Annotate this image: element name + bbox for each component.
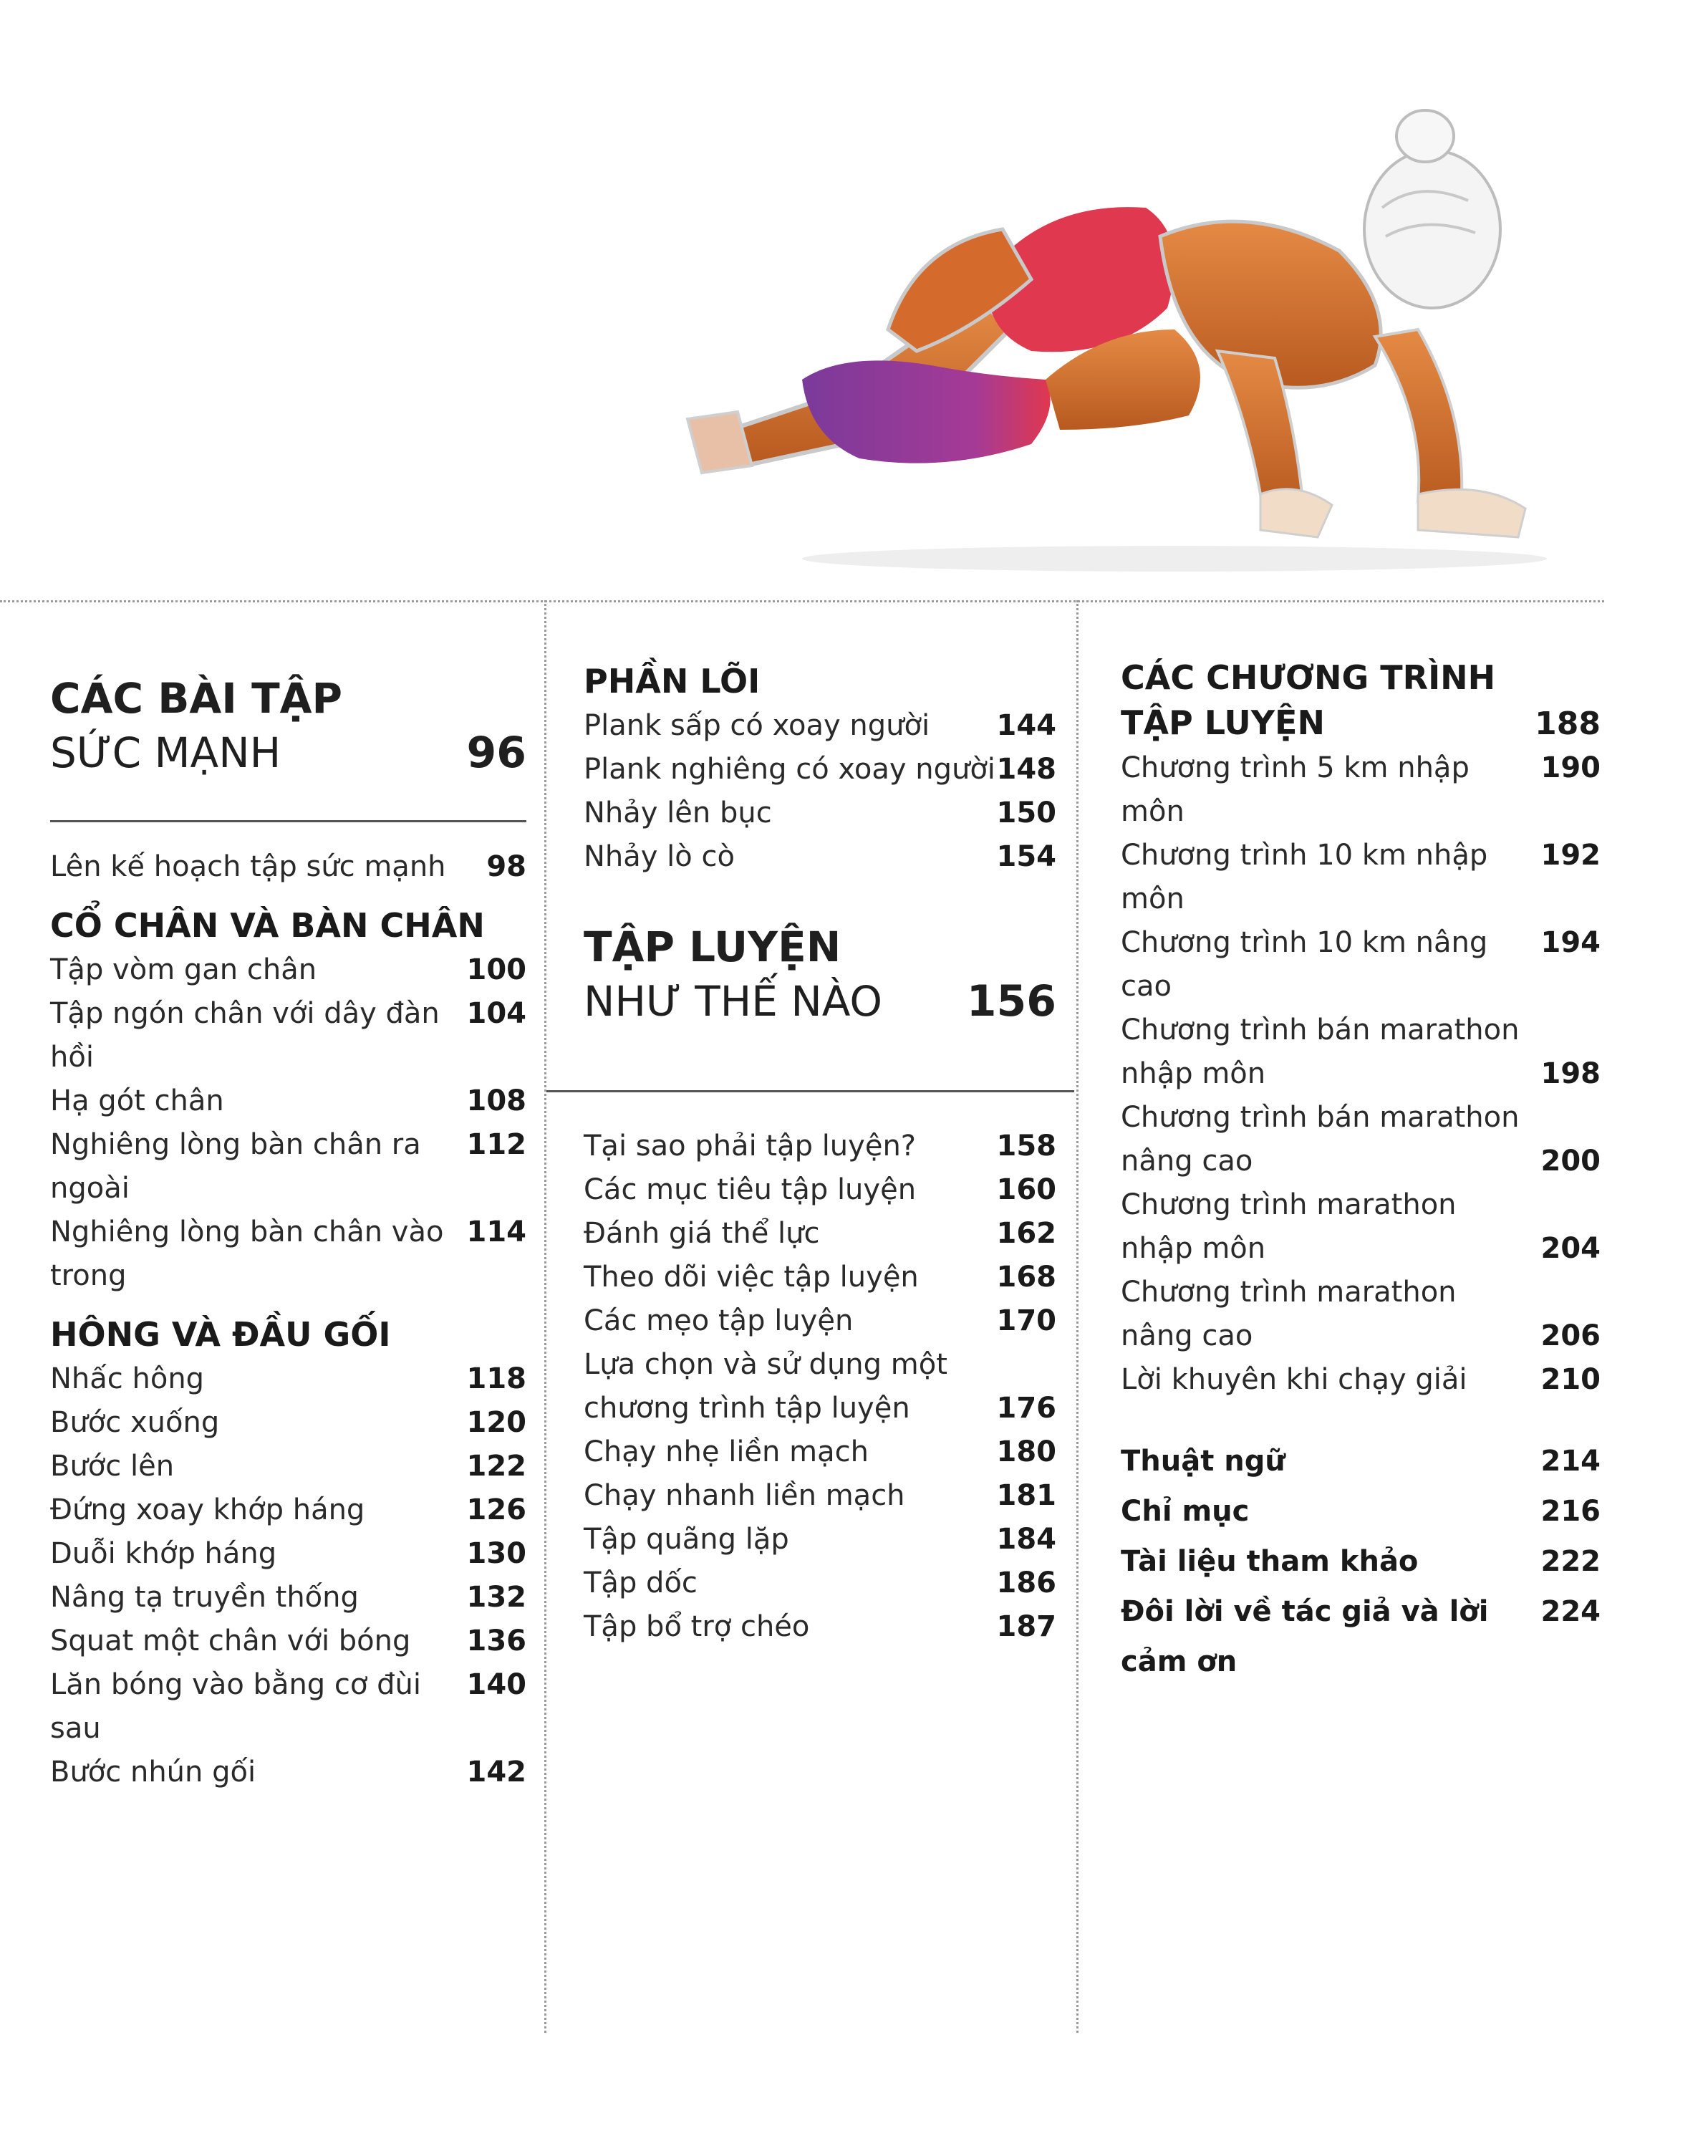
toc-entry-title: Bước lên	[50, 1450, 175, 1483]
toc-entry[interactable]	[584, 748, 1056, 791]
toc-entry-page: 100	[466, 953, 526, 986]
toc-entry-page: 130	[466, 1537, 526, 1570]
toc-entry[interactable]	[1121, 1052, 1601, 1096]
section-page: 156	[966, 976, 1056, 1026]
toc-entry[interactable]	[584, 791, 1056, 835]
toc-entry-page: 170	[996, 1304, 1056, 1337]
toc-entry[interactable]	[50, 1357, 526, 1401]
toc-entry[interactable]	[1121, 1096, 1601, 1140]
toc-entry-page: 186	[996, 1567, 1056, 1599]
toc-entry-title: Nhấc hông	[50, 1362, 205, 1395]
section-title-training-line2	[584, 972, 1056, 1031]
toc-entry-title: Chương trình marathon	[1121, 1276, 1457, 1309]
toc-entry-title: Tập dốc	[584, 1567, 698, 1599]
toc-entry-title: Lăn bóng vào bằng cơ đùi sau	[50, 1668, 421, 1745]
programs-heading-line1: CÁC CHƯƠNG TRÌNH	[1121, 658, 1496, 697]
toc-entry[interactable]	[584, 1605, 1056, 1649]
toc-entry[interactable]	[584, 1430, 1056, 1474]
toc-entry[interactable]	[50, 1576, 526, 1620]
toc-entry[interactable]	[1121, 834, 1601, 921]
toc-entry-page: 204	[1540, 1232, 1601, 1265]
toc-entry-back-matter[interactable]	[1121, 1587, 1601, 1687]
toc-entry-page: 198	[1540, 1057, 1601, 1090]
toc-entry[interactable]	[584, 1474, 1056, 1518]
toc-entry-page: 206	[1540, 1319, 1601, 1352]
column-programs	[1121, 655, 1601, 1687]
anatomy-illustration	[673, 93, 1576, 595]
group-heading: PHẦN LÕI	[584, 662, 761, 701]
toc-entry-title: Tập quãng lặp	[584, 1523, 789, 1556]
group-heading: CỔ CHÂN VÀ BÀN CHÂN	[50, 906, 485, 945]
toc-entry-title: Chạy nhẹ liền mạch	[584, 1435, 869, 1468]
toc-entry-title: chương trình tập luyện	[584, 1392, 910, 1425]
toc-entry[interactable]	[584, 835, 1056, 879]
top-divider	[0, 600, 1604, 602]
toc-entry-page: 184	[996, 1523, 1056, 1556]
toc-entry-page: 140	[466, 1668, 526, 1701]
section-page: 96	[466, 728, 526, 778]
toc-entry[interactable]	[584, 1212, 1056, 1256]
toc-entry-page: 224	[1540, 1595, 1601, 1628]
toc-entry-title: Lời khuyên khi chạy giải	[1121, 1363, 1467, 1396]
toc-entry-page: 144	[996, 709, 1056, 742]
toc-entry-title: nâng cao	[1121, 1145, 1253, 1178]
toc-entry[interactable]	[50, 1620, 526, 1663]
toc-entry-page: 98	[486, 850, 526, 883]
toc-entry-title: Thuật ngữ	[1121, 1445, 1285, 1478]
toc-entry-title: Các mục tiêu tập luyện	[584, 1173, 917, 1206]
toc-entry-page: 142	[466, 1756, 526, 1789]
toc-entry[interactable]	[50, 1211, 526, 1298]
section-title-text: NHƯ THẾ NÀO	[584, 977, 883, 1026]
toc-entry-title: Nhảy lên bục	[584, 797, 772, 829]
toc-entry[interactable]	[50, 948, 526, 992]
toc-entry[interactable]	[1121, 1358, 1601, 1402]
toc-entry-title: Đứng xoay khớp háng	[50, 1493, 365, 1526]
toc-entry-title: Duỗi khớp háng	[50, 1537, 277, 1570]
toc-entry-title: Nâng tạ truyền thống	[50, 1581, 359, 1614]
toc-entry-back-matter[interactable]	[1121, 1486, 1601, 1536]
toc-entry-title: Tài liệu tham khảo	[1121, 1545, 1419, 1578]
section-title-text: SỨC MẠNH	[50, 728, 281, 777]
toc-entry-title: Chỉ mục	[1121, 1495, 1250, 1528]
toc-entry-title: Plank sấp có xoay người	[584, 709, 930, 742]
toc-entry-page: 112	[466, 1128, 526, 1161]
column-divider-1	[544, 600, 546, 2033]
programs-heading-text: TẬP LUYỆN	[1121, 703, 1325, 742]
toc-entry[interactable]	[1121, 921, 1601, 1009]
toc-entry-page: 136	[466, 1625, 526, 1657]
toc-entry-page: 190	[1540, 751, 1601, 784]
toc-entry-page: 154	[996, 840, 1056, 873]
toc-entry-title: Hạ gót chân	[50, 1084, 224, 1117]
toc-entry-title: nâng cao	[1121, 1319, 1253, 1352]
toc-entry-page: 216	[1540, 1495, 1601, 1528]
toc-entry[interactable]	[1121, 1183, 1601, 1227]
toc-entry-title: Chạy nhanh liền mạch	[584, 1479, 905, 1512]
toc-entry-title: Chương trình 10 km nâng cao	[1121, 926, 1488, 1003]
toc-entry-page: 176	[996, 1392, 1056, 1425]
toc-entry-page: 160	[996, 1173, 1056, 1206]
toc-entry-title: Squat một chân với bóng	[50, 1625, 411, 1657]
section-title-training-line1: TẬP LUYỆN	[584, 923, 841, 971]
toc-entry[interactable]	[1121, 1227, 1601, 1271]
toc-entry[interactable]	[50, 1663, 526, 1751]
toc-entry[interactable]	[50, 1123, 526, 1211]
toc-entry[interactable]	[584, 1299, 1056, 1343]
toc-entry[interactable]	[1121, 746, 1601, 834]
toc-entry[interactable]	[50, 845, 526, 889]
toc-entry-page: 187	[996, 1610, 1056, 1643]
toc-entry[interactable]	[50, 1401, 526, 1445]
toc-entry[interactable]	[50, 1445, 526, 1488]
toc-entry[interactable]	[584, 704, 1056, 748]
toc-entry-back-matter[interactable]	[1121, 1536, 1601, 1587]
toc-entry-title: Chương trình 5 km nhập môn	[1121, 751, 1470, 828]
toc-entry[interactable]	[1121, 1314, 1601, 1358]
strength-rule	[50, 820, 526, 822]
toc-entry[interactable]	[584, 1387, 1056, 1430]
toc-entry-page: 132	[466, 1581, 526, 1614]
toc-entry-page: 158	[996, 1130, 1056, 1163]
toc-entry-page: 181	[996, 1479, 1056, 1512]
toc-entry-title: Theo dõi việc tập luyện	[584, 1261, 919, 1294]
toc-entry-page: 118	[466, 1362, 526, 1395]
toc-entry-title: Tập vòm gan chân	[50, 953, 317, 986]
toc-entry-page: 168	[996, 1261, 1056, 1294]
toc-entry-title: Bước xuống	[50, 1406, 220, 1439]
toc-entry-title: Đánh giá thể lực	[584, 1217, 820, 1250]
toc-entry-title: Nhảy lò cò	[584, 840, 735, 873]
toc-entry-title: Nghiêng lòng bàn chân vào trong	[50, 1216, 444, 1292]
programs-heading-line2	[1121, 701, 1601, 746]
toc-entry[interactable]	[50, 1488, 526, 1532]
toc-entry-title: Tại sao phải tập luyện?	[584, 1130, 917, 1163]
toc-entry[interactable]	[50, 1532, 526, 1576]
toc-entry-title: Nghiêng lòng bàn chân ra ngoài	[50, 1128, 421, 1205]
column-strength-list	[50, 845, 526, 1794]
toc-entry-page: 148	[996, 753, 1056, 786]
toc-entry-page: 192	[1540, 839, 1601, 872]
column-core	[584, 659, 1056, 1031]
toc-entry-title: Chương trình bán marathon	[1121, 1101, 1520, 1134]
toc-entry-page: 126	[466, 1493, 526, 1526]
section-title-strength-line1: CÁC BÀI TẬP	[50, 674, 343, 723]
toc-entry-title: Lên kế hoạch tập sức mạnh	[50, 850, 446, 883]
toc-entry[interactable]	[1121, 1271, 1601, 1314]
toc-entry-title: Chương trình bán marathon	[1121, 1014, 1520, 1046]
toc-entry-page: 214	[1540, 1445, 1601, 1478]
toc-entry-title: Plank nghiêng có xoay người	[584, 753, 995, 786]
column-divider-2	[1076, 600, 1079, 2033]
toc-entry-title: Chương trình 10 km nhập môn	[1121, 839, 1488, 915]
toc-entry-page: 162	[996, 1217, 1056, 1250]
toc-entry-page: 194	[1540, 926, 1601, 959]
programs-heading-page: 188	[1535, 706, 1601, 742]
toc-entry-page: 108	[466, 1084, 526, 1117]
toc-entry-back-matter[interactable]	[1121, 1436, 1601, 1486]
toc-entry-page: 104	[466, 997, 526, 1030]
toc-entry-page: 114	[466, 1216, 526, 1248]
toc-entry-page: 122	[466, 1450, 526, 1483]
toc-entry[interactable]	[584, 1518, 1056, 1561]
toc-entry-title: Các mẹo tập luyện	[584, 1304, 854, 1337]
toc-entry-page: 210	[1540, 1363, 1601, 1396]
group-heading: HÔNG VÀ ĐẦU GỐI	[50, 1315, 391, 1354]
toc-entry-page: 222	[1540, 1545, 1601, 1578]
toc-entry-title: nhập môn	[1121, 1232, 1266, 1265]
toc-entry-title: Tập ngón chân với dây đàn hồi	[50, 997, 440, 1074]
toc-entry-page: 180	[996, 1435, 1056, 1468]
toc-entry[interactable]	[50, 992, 526, 1079]
toc-entry-page: 150	[996, 797, 1056, 829]
toc-entry[interactable]	[584, 1561, 1056, 1605]
toc-entry[interactable]	[584, 1125, 1056, 1168]
toc-entry-title: Tập bổ trợ chéo	[584, 1610, 810, 1643]
column-strength	[50, 673, 526, 782]
section-title-strength-line2	[50, 723, 526, 782]
toc-entry-title: Bước nhún gối	[50, 1756, 256, 1789]
toc-entry-title: nhập môn	[1121, 1057, 1266, 1090]
toc-entry-title: Chương trình marathon	[1121, 1188, 1457, 1221]
toc-entry-page: 120	[466, 1406, 526, 1439]
toc-entry[interactable]	[584, 1256, 1056, 1299]
toc-entry-title: Đôi lời về tác giả và lời cảm ơn	[1121, 1595, 1489, 1678]
toc-entry[interactable]	[584, 1168, 1056, 1212]
toc-entry[interactable]	[50, 1079, 526, 1123]
training-rule	[546, 1090, 1074, 1092]
toc-entry-page: 200	[1540, 1145, 1601, 1178]
toc-entry[interactable]	[1121, 1140, 1601, 1183]
toc-entry[interactable]	[50, 1751, 526, 1794]
toc-entry[interactable]	[1121, 1009, 1601, 1052]
toc-entry-title: Lựa chọn và sử dụng một	[584, 1348, 947, 1381]
column-training-list	[584, 1125, 1056, 1649]
toc-entry[interactable]	[584, 1343, 1056, 1387]
